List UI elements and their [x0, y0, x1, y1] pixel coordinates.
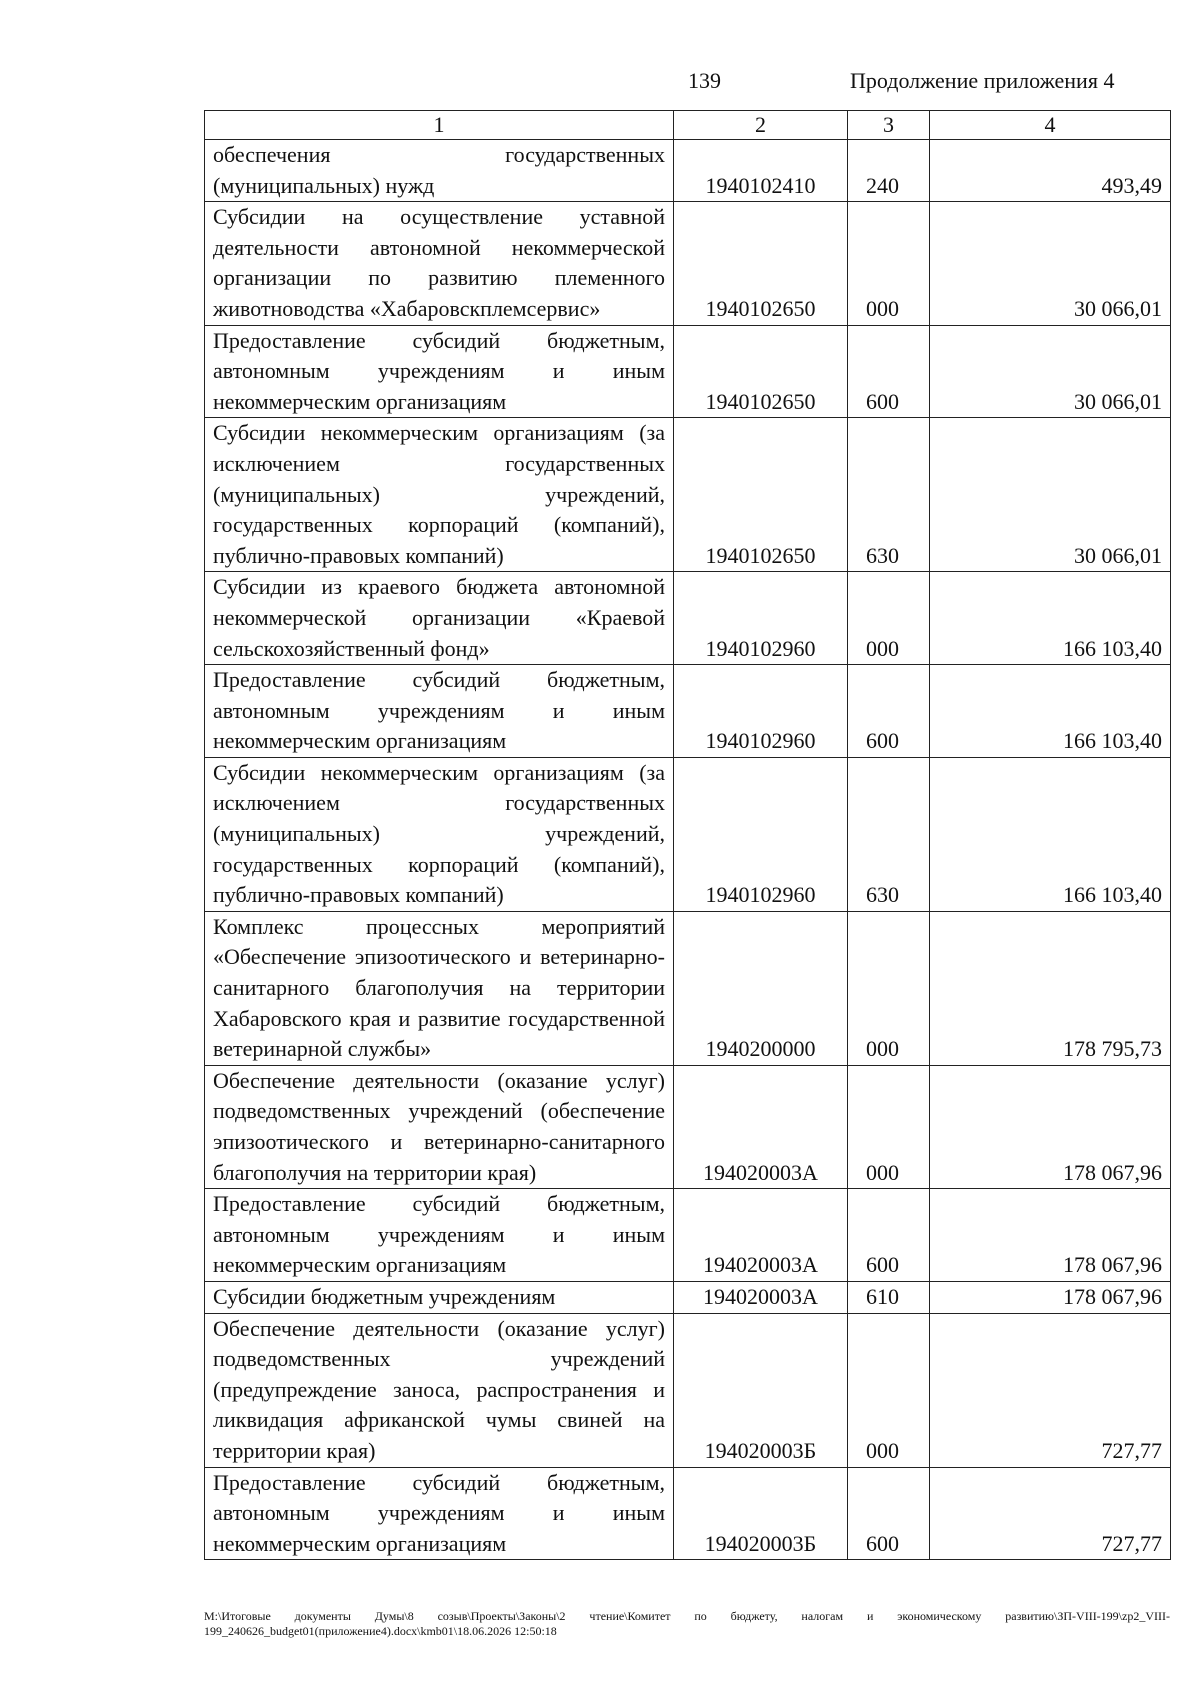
row-name-cell: Субсидии на осуществление уставной деятельности автономной некоммерческой организации по развитию племенного животноводства «Хабаровскплемсервис» [205, 202, 674, 325]
row-expense-type-cell: 000 [848, 1313, 930, 1467]
table-row [205, 325, 1171, 418]
row-name-cell: обеспечения государственных (муниципальных) нужд [205, 140, 674, 202]
row-code-cell: 1940102650 [674, 418, 848, 572]
table-header-row [205, 111, 1171, 140]
row-amount-cell: 493,49 [930, 140, 1171, 202]
row-name-cell: Субсидии некоммерческим организациям (за исключением государственных (муниципальных) учреждений, государственных корпораций (компаний), публично-правовых компаний) [205, 757, 674, 911]
row-name-cell: Предоставление субсидий бюджетным, автономным учреждениям и иным некоммерческим организациям [205, 1189, 674, 1282]
row-name-cell: Предоставление субсидий бюджетным, автономным учреждениям и иным некоммерческим организациям [205, 1467, 674, 1560]
row-name-cell: Субсидии некоммерческим организациям (за исключением государственных (муниципальных) учреждений, государственных корпораций (компаний), публично-правовых компаний) [205, 418, 674, 572]
row-name-cell: Предоставление субсидий бюджетным, автономным учреждениям и иным некоммерческим организациям [205, 665, 674, 758]
column-header: 1 [205, 111, 674, 140]
column-header: 4 [930, 111, 1171, 140]
row-expense-type-cell: 630 [848, 418, 930, 572]
row-name-cell: Комплекс процессных мероприятий «Обеспечение эпизоотического и ветеринарно-санитарного благополучия на территории Хабаровского края и развитие государственной ветеринарной службы» [205, 911, 674, 1065]
row-code-cell: 1940102960 [674, 757, 848, 911]
column-header: 3 [848, 111, 930, 140]
row-expense-type-cell: 600 [848, 325, 930, 418]
row-expense-type-cell: 240 [848, 140, 930, 202]
table-row [205, 1281, 1171, 1313]
row-code-cell: 1940102410 [674, 140, 848, 202]
table-row [205, 140, 1171, 202]
row-name-cell: Субсидии бюджетным учреждениям [205, 1281, 674, 1313]
document-file-path: M:\Итоговые документы Думы\8 созыв\Проекты\Законы\2 чтение\Комитет по бюджету, налогам и экономическому развитию\ЗП-VIII-199\zp2_VIII-199_240626_budget01(приложение4).docx\kmb01\18.06.2026 12:50:18 [204, 1609, 1170, 1638]
row-amount-cell: 178 067,96 [930, 1281, 1171, 1313]
row-expense-type-cell: 610 [848, 1281, 930, 1313]
table-row [205, 418, 1171, 572]
row-expense-type-cell: 630 [848, 757, 930, 911]
budget-table [204, 110, 1171, 1560]
row-expense-type-cell: 600 [848, 1467, 930, 1560]
table-row [205, 1313, 1171, 1467]
row-expense-type-cell: 000 [848, 1065, 930, 1188]
table-row [205, 572, 1171, 665]
row-amount-cell: 30 066,01 [930, 202, 1171, 325]
column-header: 2 [674, 111, 848, 140]
continuation-title: Продолжение приложения 4 [850, 68, 1115, 93]
row-amount-cell: 30 066,01 [930, 325, 1171, 418]
row-amount-cell: 166 103,40 [930, 757, 1171, 911]
table-row [205, 1467, 1171, 1560]
row-code-cell: 194020003Б [674, 1313, 848, 1467]
row-amount-cell: 30 066,01 [930, 418, 1171, 572]
table-row [205, 665, 1171, 758]
row-expense-type-cell: 000 [848, 572, 930, 665]
row-expense-type-cell: 600 [848, 665, 930, 758]
row-code-cell: 1940102960 [674, 665, 848, 758]
table-row [205, 1065, 1171, 1188]
row-code-cell: 1940102650 [674, 325, 848, 418]
row-expense-type-cell: 000 [848, 911, 930, 1065]
table-row [205, 911, 1171, 1065]
row-code-cell: 194020003А [674, 1189, 848, 1282]
row-code-cell: 194020003А [674, 1065, 848, 1188]
table-row [205, 757, 1171, 911]
row-amount-cell: 727,77 [930, 1467, 1171, 1560]
row-expense-type-cell: 000 [848, 202, 930, 325]
table-row [205, 1189, 1171, 1282]
page-number: 139 [688, 68, 721, 93]
row-amount-cell: 178 795,73 [930, 911, 1171, 1065]
table-row [205, 202, 1171, 325]
row-amount-cell: 166 103,40 [930, 665, 1171, 758]
row-name-cell: Субсидии из краевого бюджета автономной некоммерческой организации «Краевой сельскохозяйственный фонд» [205, 572, 674, 665]
row-code-cell: 1940102650 [674, 202, 848, 325]
row-expense-type-cell: 600 [848, 1189, 930, 1282]
row-name-cell: Предоставление субсидий бюджетным, автономным учреждениям и иным некоммерческим организациям [205, 325, 674, 418]
row-name-cell: Обеспечение деятельности (оказание услуг) подведомственных учреждений (обеспечение эпизоотического и ветеринарно-санитарного благополучия на территории края) [205, 1065, 674, 1188]
row-code-cell: 194020003Б [674, 1467, 848, 1560]
row-code-cell: 194020003А [674, 1281, 848, 1313]
row-amount-cell: 727,77 [930, 1313, 1171, 1467]
row-name-cell: Обеспечение деятельности (оказание услуг) подведомственных учреждений (предупреждение заноса, распространения и ликвидация африканской чумы свиней на территории края) [205, 1313, 674, 1467]
row-code-cell: 1940200000 [674, 911, 848, 1065]
row-amount-cell: 166 103,40 [930, 572, 1171, 665]
row-amount-cell: 178 067,96 [930, 1065, 1171, 1188]
row-amount-cell: 178 067,96 [930, 1189, 1171, 1282]
row-code-cell: 1940102960 [674, 572, 848, 665]
